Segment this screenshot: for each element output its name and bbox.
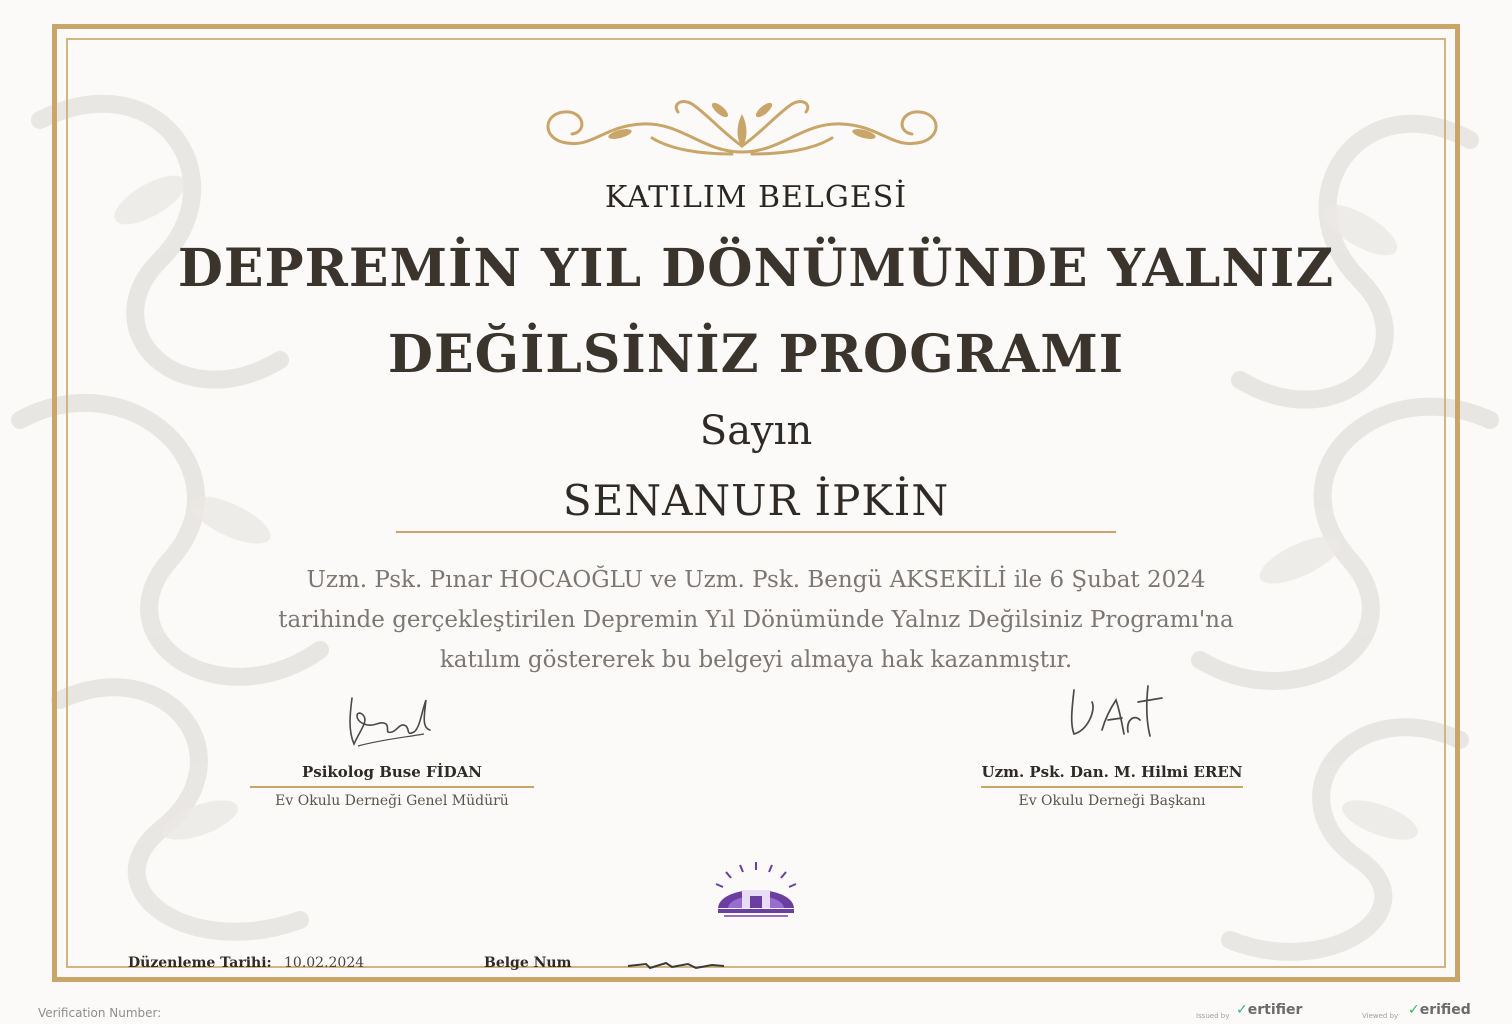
signature-left-image <box>340 690 440 750</box>
certificate-body <box>200 560 1312 680</box>
signer-left-name: Psikolog Buse FİDAN <box>301 763 483 781</box>
verification-number-label: Verification Number: <box>38 1006 162 1020</box>
certificate-title-line1: DEPREMİN YIL DÖNÜMÜNDE YALNIZ <box>177 238 1335 299</box>
signer-left-line <box>250 786 534 788</box>
signer-left-role: Ev Okulu Derneği Genel Müdürü <box>275 793 509 809</box>
body-line-1: Uzm. Psk. Pınar HOCAOĞLU ve Uzm. Psk. Bengü AKSEKİLİ ile 6 Şubat 2024 <box>306 567 1206 593</box>
signer-right-block <box>978 763 1246 809</box>
verified-brand-text: erified <box>1419 1002 1471 1018</box>
gold-ornament-icon <box>532 92 952 162</box>
verified-brand <box>1408 1002 1471 1018</box>
issue-date-value: 10.02.2024 <box>284 955 365 971</box>
certificate-title-line2: DEĞİLSİNİZ PROGRAMI <box>387 324 1125 385</box>
salutation: Sayın <box>699 408 813 454</box>
signer-right-role: Ev Okulu Derneği Başkanı <box>1018 793 1206 809</box>
certifier-check-icon: ✓ <box>1236 1002 1248 1018</box>
certifier-brand-text: ertifier <box>1247 1002 1303 1018</box>
certificate-subtitle: KATILIM BELGESİ <box>604 180 908 215</box>
body-line-2: tarihinde gerçekleştirilen Depremin Yıl Dönümünde Yalnız Değilsiniz Programı'na <box>278 607 1234 633</box>
recipient-underline <box>396 531 1116 533</box>
certifier-brand <box>1236 1002 1302 1018</box>
signature-right-image <box>1062 680 1172 740</box>
signer-right-line <box>981 786 1243 788</box>
viewed-by-note: Viewed by <box>1362 1012 1399 1020</box>
body-line-3: katılım göstererek bu belgeyi almaya hak kazanmıştır. <box>439 647 1073 673</box>
recipient-name: SENANUR İPKİN <box>562 476 950 525</box>
ev-okulu-dernegi-logo <box>706 860 806 922</box>
issued-by-note: Issued by <box>1196 1012 1230 1020</box>
signer-right-name: Uzm. Psk. Dan. M. Hilmi EREN <box>981 763 1243 781</box>
verified-check-icon: ✓ <box>1408 1002 1420 1018</box>
issue-date-label: Düzenleme Tarihi: <box>128 955 272 971</box>
document-number-redacted <box>626 960 726 970</box>
document-number-label: Belge Num <box>484 955 572 971</box>
signer-left-block <box>250 763 534 809</box>
